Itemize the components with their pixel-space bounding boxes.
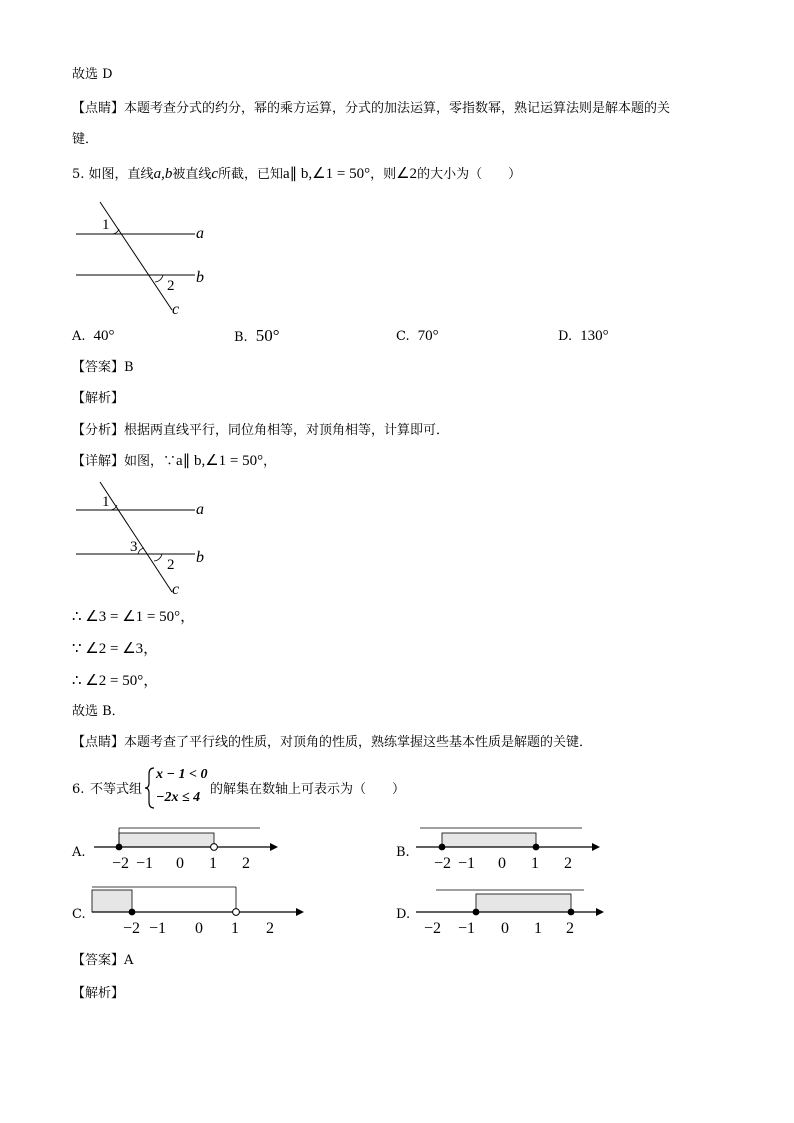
q5-stem-text4: ，则 xyxy=(370,167,397,182)
closed-point xyxy=(568,909,575,916)
q6-answer xyxy=(72,952,133,970)
q5-detail xyxy=(72,452,276,471)
q6-ineq-2: −2x ≤ 4 xyxy=(156,790,201,805)
label-a: a xyxy=(196,501,204,518)
q6-letter-d[interactable]: D. xyxy=(396,907,411,922)
detail-text: 如图，∵ xyxy=(124,454,177,469)
answer-tag: 【答案】 xyxy=(72,953,125,968)
q5-number: 5. xyxy=(72,167,85,182)
q5-stem xyxy=(72,165,521,184)
fenxi-text: 根据两直线平行，同位角相等，对顶角相等，计算即可． xyxy=(124,423,450,438)
q5-option-c[interactable] xyxy=(396,327,439,346)
label-b: b xyxy=(196,549,204,566)
tick-label: 0 xyxy=(498,855,506,872)
q5-answer xyxy=(72,359,134,377)
tick-label: −1 xyxy=(458,920,476,937)
option-letter: A. xyxy=(72,329,86,344)
label-2: 2 xyxy=(167,278,175,294)
q5-step-3: ∴ ∠2 = 50°， xyxy=(72,673,159,689)
comment-text: 本题考查分式的约分，幂的乘方运算，分式的加法运算，零指数幂，熟记运算法则是解本题的关 xyxy=(124,101,671,116)
tick-label: −2 xyxy=(434,855,452,872)
solution-range xyxy=(476,894,571,912)
q5-analysis-tag: 【解析】 xyxy=(72,391,125,406)
q6-letter-c[interactable]: C. xyxy=(72,907,86,922)
prev-conclusion: 故选 D xyxy=(72,67,113,82)
axis-arrow xyxy=(592,843,600,851)
tick-label: −1 xyxy=(136,855,154,872)
line-c xyxy=(100,202,172,310)
comment-tag: 【点睛】 xyxy=(72,735,125,750)
q5-condition: a∥ b,∠1 = 50° xyxy=(283,166,371,182)
detail-end: ， xyxy=(263,454,277,469)
label-c: c xyxy=(172,581,180,598)
angle2-arc xyxy=(155,275,163,282)
q6-letter-a[interactable]: A. xyxy=(72,845,86,860)
tick-label: 1 xyxy=(531,855,539,872)
q5-step-2: ∵ ∠2 = ∠3， xyxy=(72,641,159,657)
solution-range-left xyxy=(92,890,132,912)
axis-arrow xyxy=(270,843,278,851)
detail-condition: a∥ b,∠1 = 50° xyxy=(176,453,264,469)
q5-stem-text3: 所截，已知 xyxy=(218,167,284,182)
q6-option-c-numberline[interactable] xyxy=(90,884,312,938)
tick-label: 1 xyxy=(231,920,239,937)
closed-point xyxy=(116,844,123,851)
prev-comment xyxy=(72,100,670,118)
label-c: c xyxy=(172,301,180,318)
angle3-arc xyxy=(138,548,144,554)
option-letter: D. xyxy=(558,329,573,344)
closed-point xyxy=(439,844,446,851)
q6-option-b-numberline[interactable] xyxy=(414,825,614,875)
q5-angle: ∠2 xyxy=(396,166,418,182)
answer-tag: 【答案】 xyxy=(72,360,125,375)
label-3: 3 xyxy=(130,539,138,555)
open-point xyxy=(233,909,240,916)
tick-label: 0 xyxy=(195,920,203,937)
tick-label: 0 xyxy=(501,920,509,937)
answer-value: B xyxy=(124,360,134,375)
option-letter: C. xyxy=(396,329,410,344)
q6-system-brace xyxy=(144,766,156,810)
option-letter: B. xyxy=(234,330,248,345)
q5-comment xyxy=(72,734,592,752)
comment-tag: 【点睛】 xyxy=(72,101,125,116)
comment-text: 本题考查了平行线的性质，对顶角的性质，熟练掌握这些基本性质是解题的关键． xyxy=(124,735,593,750)
q5-stem-text5: 的大小为（ ） xyxy=(417,167,522,182)
axis-arrow xyxy=(296,908,304,916)
tick-label: −1 xyxy=(458,855,476,872)
closed-point xyxy=(473,909,480,916)
option-value: 50° xyxy=(255,326,280,345)
q5-stem-text2: 被直线 xyxy=(172,167,212,182)
option-value: 130° xyxy=(580,328,609,344)
angle2-arc xyxy=(154,554,162,561)
q5-vars: a,b xyxy=(153,166,173,182)
q5-var-c: c xyxy=(211,166,218,182)
axis-arrow xyxy=(596,908,604,916)
label-2: 2 xyxy=(167,557,175,573)
detail-tag: 【详解】 xyxy=(72,454,125,469)
label-b: b xyxy=(196,269,204,286)
q5-conclusion: 故选 B． xyxy=(72,704,125,719)
q6-stem-a: 不等式组 xyxy=(90,782,143,797)
tick-label: 1 xyxy=(534,920,542,937)
option-value: 40° xyxy=(93,328,115,344)
q5-option-a[interactable] xyxy=(72,327,115,346)
q6-option-a-numberline[interactable] xyxy=(92,825,292,875)
option-value: 70° xyxy=(417,328,439,344)
tick-label: 2 xyxy=(564,855,572,872)
tick-label: 2 xyxy=(566,920,574,937)
fenxi-tag: 【分析】 xyxy=(72,423,125,438)
q6-number: 6. xyxy=(72,782,85,797)
tick-label: 0 xyxy=(176,855,184,872)
tick-label: −2 xyxy=(112,855,130,872)
solution-range xyxy=(119,833,214,847)
open-point xyxy=(211,844,218,851)
q6-analysis-tag: 【解析】 xyxy=(72,986,125,1001)
tick-label: 1 xyxy=(209,855,217,872)
q6-letter-b[interactable]: B. xyxy=(396,845,410,860)
label-1: 1 xyxy=(102,217,110,233)
tick-label: 2 xyxy=(242,855,250,872)
answer-value: A xyxy=(124,953,134,968)
solution-range xyxy=(442,833,536,847)
q6-stem-b: 的解集在数轴上可表示为（ ） xyxy=(210,782,406,797)
q5-option-d[interactable] xyxy=(558,327,609,346)
closed-point xyxy=(533,844,540,851)
tick-label: −2 xyxy=(424,920,442,937)
q5-option-b[interactable] xyxy=(234,327,280,347)
q5-fenxi xyxy=(72,422,449,440)
q5-stem-text: 如图，直线 xyxy=(88,167,154,182)
q5-figure xyxy=(70,198,220,318)
tick-label: −2 xyxy=(123,920,141,937)
label-a: a xyxy=(196,225,204,242)
q5-step-1: ∴ ∠3 = ∠1 = 50°， xyxy=(72,609,196,625)
line-c xyxy=(100,482,172,592)
prev-comment-cont: 键． xyxy=(72,132,99,147)
closed-point xyxy=(129,909,136,916)
q6-option-d-numberline[interactable] xyxy=(414,884,614,938)
q5-detail-figure xyxy=(70,478,220,600)
q6-ineq-1: x − 1 < 0 xyxy=(156,767,208,782)
label-1: 1 xyxy=(102,494,110,510)
tick-label: 2 xyxy=(266,920,274,937)
tick-label: −1 xyxy=(149,920,167,937)
